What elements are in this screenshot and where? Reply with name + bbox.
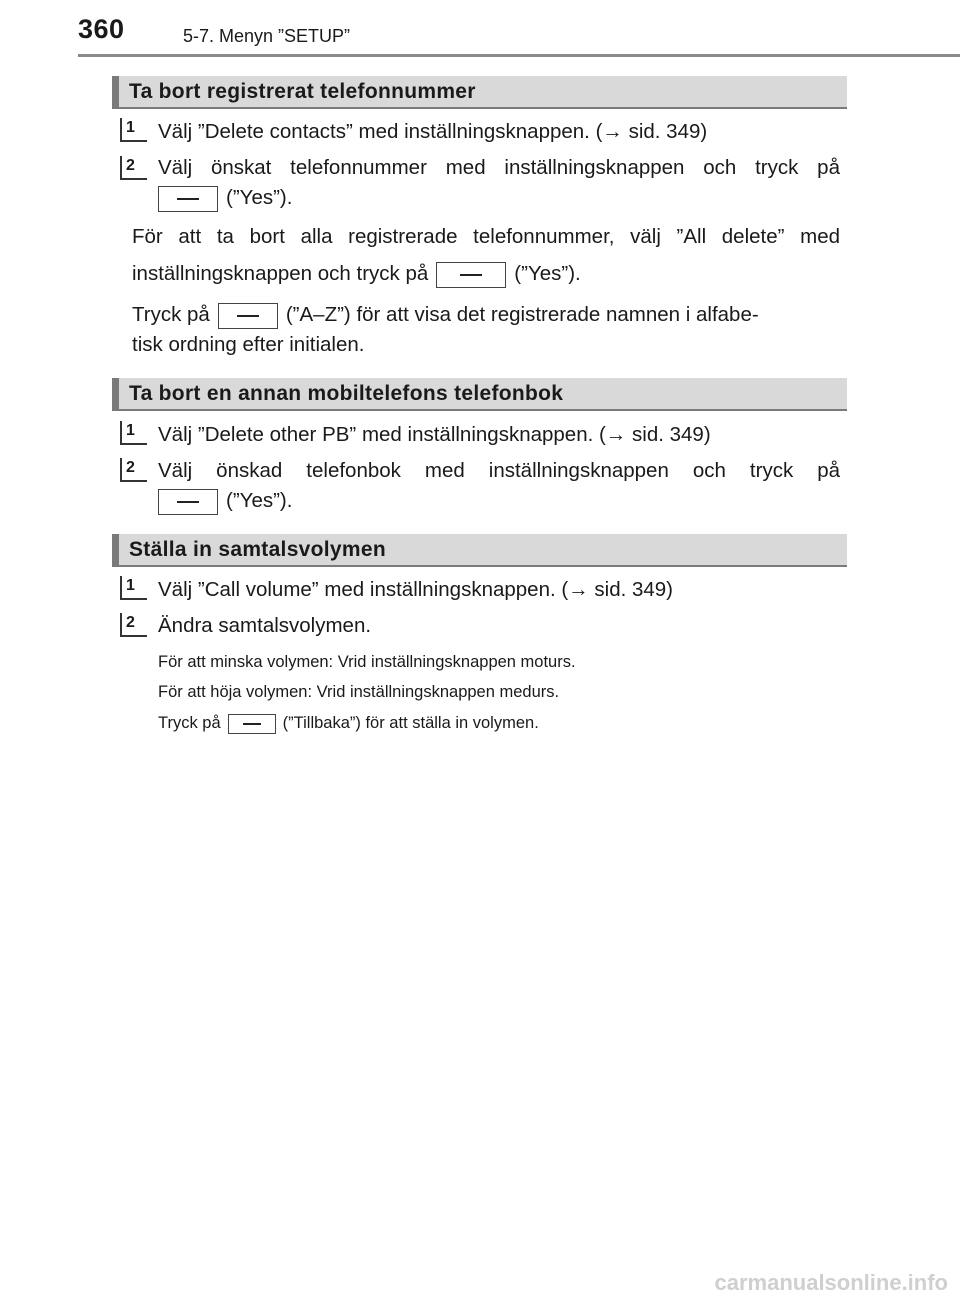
yes-button-icon [158,489,218,515]
step-text: Välj önskad telefonbok med inställningsknappen och tryck på [158,459,840,482]
step-number: 2 [120,613,147,637]
step-number: 1 [120,118,147,142]
step-text: Ändra samtalsvolymen. [158,614,372,637]
chapter-title: 5-7. Menyn ”SETUP” [183,26,351,46]
section-accent [112,76,119,107]
header-rule [78,54,960,57]
page-header [78,14,960,54]
step-number: 2 [120,156,147,180]
back-button-icon [228,714,276,734]
note-text-part: (”A–Z”) för att visa det registrerade namnen i alfabe- [285,303,759,326]
note-text-part: Tryck på [132,303,210,326]
step-text-continued [158,486,840,516]
az-button-icon [218,303,278,329]
button-caption: (”Yes”). [514,262,581,285]
step-text: Välj ”Delete other PB” med inställningsknappen. (→ sid. 349) [158,423,711,446]
yes-button-icon [158,186,218,212]
note-text [132,300,840,330]
sub-note-part: (”Tillbaka”) för att ställa in volymen. [282,714,539,732]
step-text-continued [158,183,840,213]
note-text-part: inställningsknappen och tryck på [132,262,429,285]
section-heading-delete-phonebook [112,378,847,411]
sub-note: För att höja volymen: Vrid inställningsknappen medurs. [158,683,560,701]
step-number: 2 [120,458,147,482]
section-heading-call-volume [112,534,847,567]
button-caption: (”Yes”). [226,186,293,209]
section-accent [112,534,119,565]
section-title: Ställa in samtalsvolymen [129,538,386,561]
section-accent [112,378,119,409]
note-text: För att ta bort alla registrerade telefonnummer, välj ”All delete” med [132,225,840,248]
note-text-continued [132,259,840,289]
watermark: carmanualsonline.info [714,1270,948,1295]
sub-note: För att minska volymen: Vrid inställningsknappen moturs. [158,653,576,671]
step-text: Välj önskat telefonnummer med inställningsknappen och tryck på [158,156,840,179]
note-text-continued: tisk ordning efter initialen. [132,333,365,356]
button-caption: (”Yes”). [226,489,293,512]
sub-note [158,711,848,735]
step-number: 1 [120,576,147,600]
yes-button-icon [436,262,506,288]
step-text: Välj ”Delete contacts” med inställningsknappen. (→ sid. 349) [158,120,708,143]
section-title: Ta bort registrerat telefonnummer [129,80,476,103]
step-number: 1 [120,421,147,445]
step-text: Välj ”Call volume” med inställningsknappen. (→ sid. 349) [158,578,674,601]
page-number: 360 [78,14,125,44]
section-heading-delete-number [112,76,847,109]
section-title: Ta bort en annan mobiltelefons telefonbok [129,382,564,405]
sub-note-part: Tryck på [158,714,221,732]
